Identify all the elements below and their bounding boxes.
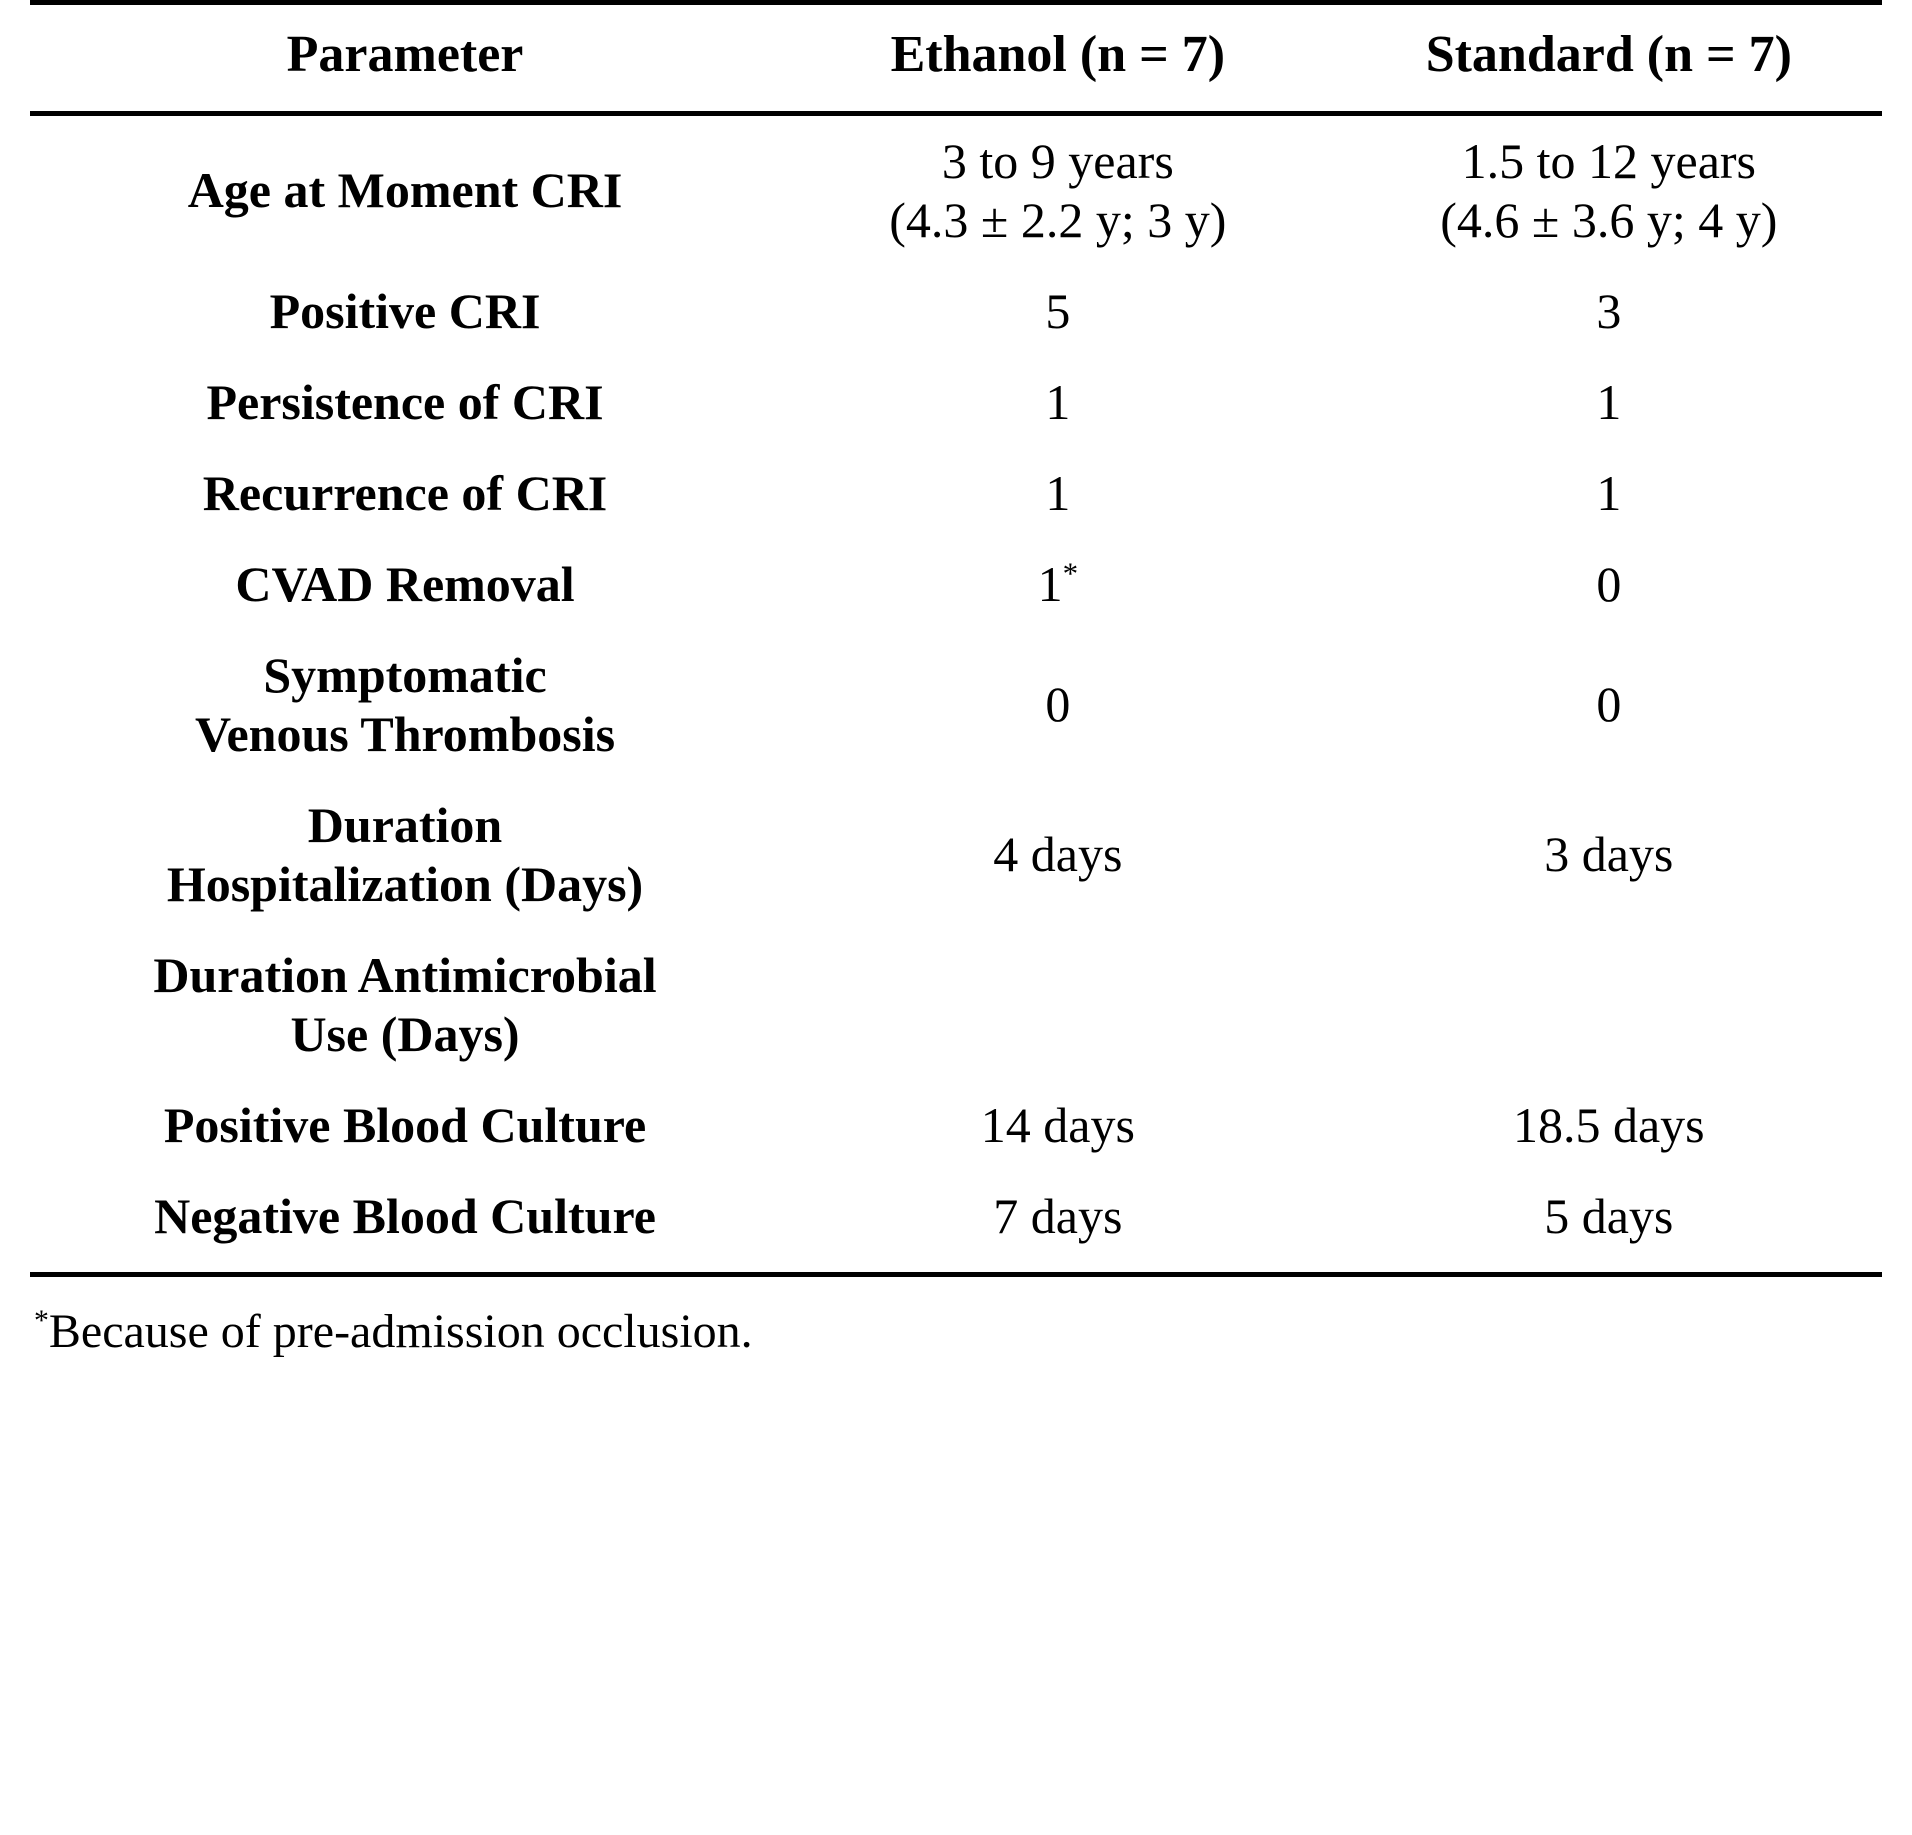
cell-line: Negative Blood Culture <box>154 1187 656 1244</box>
row-parameter-label <box>30 539 780 630</box>
cell-line: (4.3 ± 2.2 y; 3 y) <box>889 191 1227 248</box>
table-head <box>30 3 1882 114</box>
cell-line: Age at Moment CRI <box>187 162 623 219</box>
cell-line: 0 <box>1596 676 1622 733</box>
results-table <box>30 0 1882 1277</box>
row-value-ethanol <box>780 1171 1336 1275</box>
cell-line: 3 <box>1596 282 1622 339</box>
row-parameter-label <box>30 630 780 780</box>
row-parameter-label <box>30 930 780 1080</box>
table-row <box>30 1080 1882 1171</box>
cell-line: 1.5 to 12 years <box>1461 132 1757 189</box>
table-row <box>30 357 1882 448</box>
column-header-ethanol: Ethanol (n = 7) <box>780 3 1336 114</box>
column-header-parameter: Parameter <box>30 3 780 114</box>
cell-line: 0 <box>1045 676 1071 733</box>
cell-line: CVAD Removal <box>235 555 575 612</box>
cell-line: 1 <box>1596 373 1622 430</box>
cell-line: 1 <box>1045 373 1071 430</box>
table-row <box>30 930 1882 1080</box>
column-header-standard: Standard (n = 7) <box>1336 3 1882 114</box>
table-row <box>30 1171 1882 1275</box>
footnote-marker: * <box>34 1303 49 1337</box>
cell-line: 1 <box>1045 464 1071 521</box>
cell-line: 1* <box>1037 555 1079 612</box>
cell-line: 3 to 9 years <box>941 132 1174 189</box>
row-parameter-label <box>30 780 780 930</box>
row-value-ethanol <box>780 780 1336 930</box>
table-header-row <box>30 3 1882 114</box>
cell-line: Symptomatic <box>263 646 547 703</box>
cell-line: 5 <box>1045 282 1071 339</box>
row-value-ethanol <box>780 630 1336 780</box>
cell-line: 1 <box>1596 464 1622 521</box>
table-row <box>30 780 1882 930</box>
row-value-standard <box>1336 1080 1882 1171</box>
row-value-ethanol <box>780 1080 1336 1171</box>
cell-line: (4.6 ± 3.6 y; 4 y) <box>1440 191 1778 248</box>
row-value-ethanol <box>780 113 1336 266</box>
cell-line: 7 days <box>993 1187 1123 1244</box>
cell-line: 3 days <box>1544 826 1674 883</box>
table-row <box>30 539 1882 630</box>
row-parameter-label <box>30 266 780 357</box>
table-row <box>30 266 1882 357</box>
cell-line: Duration Antimicrobial <box>153 946 657 1003</box>
table-row <box>30 113 1882 266</box>
cell-line: 18.5 days <box>1512 1096 1705 1153</box>
cell-line: Use (Days) <box>290 1005 520 1062</box>
cell-line: Positive CRI <box>269 282 541 339</box>
row-value-ethanol <box>780 448 1336 539</box>
row-value-standard <box>1336 357 1882 448</box>
row-value-standard <box>1336 1171 1882 1275</box>
row-value-standard <box>1336 448 1882 539</box>
cell-line: 14 days <box>980 1096 1135 1153</box>
row-value-standard <box>1336 930 1882 1080</box>
row-parameter-label <box>30 1080 780 1171</box>
row-value-ethanol <box>780 539 1336 630</box>
row-parameter-label <box>30 357 780 448</box>
cell-line: Recurrence of CRI <box>202 464 608 521</box>
row-value-standard <box>1336 780 1882 930</box>
table-body <box>30 113 1882 1274</box>
cell-line: Persistence of CRI <box>206 373 604 430</box>
row-parameter-label <box>30 113 780 266</box>
footnote-ref-icon: * <box>1062 555 1079 591</box>
table-row <box>30 630 1882 780</box>
row-value-ethanol <box>780 357 1336 448</box>
table-row <box>30 448 1882 539</box>
cell-line: Hospitalization (Days) <box>166 855 644 912</box>
row-value-ethanol <box>780 930 1336 1080</box>
cell-line: Venous Thrombosis <box>194 705 616 762</box>
row-value-standard <box>1336 266 1882 357</box>
table-footnote <box>30 1277 1882 1371</box>
row-value-standard <box>1336 539 1882 630</box>
row-value-standard <box>1336 113 1882 266</box>
cell-line: Positive Blood Culture <box>163 1096 647 1153</box>
row-parameter-label <box>30 1171 780 1275</box>
cell-line: 5 days <box>1544 1187 1674 1244</box>
row-value-ethanol <box>780 266 1336 357</box>
row-value-standard <box>1336 630 1882 780</box>
cell-line: 0 <box>1596 555 1622 612</box>
row-parameter-label <box>30 448 780 539</box>
footnote-text: Because of pre-admission occlusion. <box>48 1304 753 1358</box>
cell-line: 4 days <box>993 826 1123 883</box>
cell-line: Duration <box>307 796 503 853</box>
